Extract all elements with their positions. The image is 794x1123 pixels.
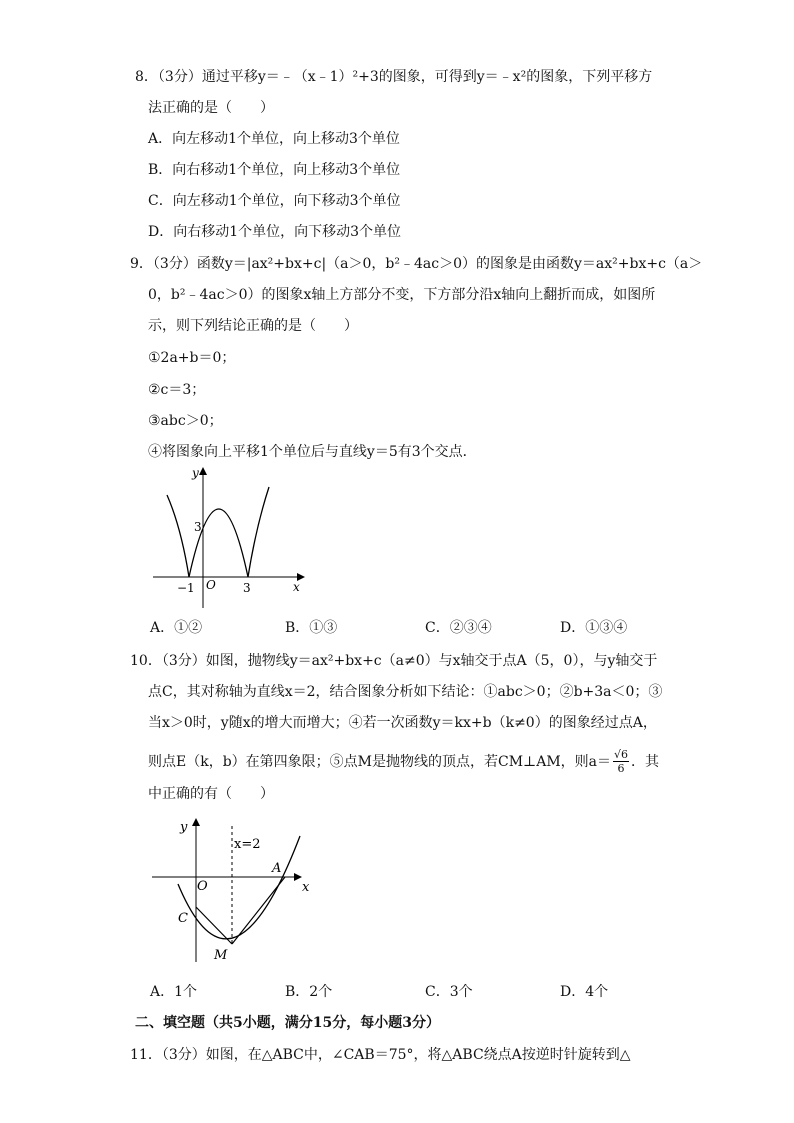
q9-origin-label: O [206, 578, 216, 592]
q10-fraction-denominator: 6 [617, 762, 625, 775]
q8-option-b: B．向右移动1个单位，向上移动3个单位 [148, 162, 401, 178]
q9-option-a: A．①② [150, 620, 203, 636]
q10-segment-am [232, 877, 285, 944]
q10-line4-text: 则点E（k，b）在第四象限；⑤点M是抛物线的顶点，若CM⊥AM，则a＝ [148, 753, 612, 770]
q10-option-a: A．1个 [150, 984, 198, 1000]
q10-option-d: D．4个 [560, 984, 609, 1000]
q10-symmetry-label: x=2 [234, 837, 261, 852]
q11-stem-line1: 11．（3分）如图，在△ABC中，∠CAB＝75°，将△ABC绕点A按逆时针旋转到△ [130, 1047, 631, 1063]
q9-stem-line1: 9．（3分）函数y＝|ax²+bx+c|（a＞0，b²﹣4ac＞0）的图象是由函数y＝ax²+bx+c（a＞ [130, 256, 703, 272]
section-heading-fill-blank: 二、填空题（共5小题，满分15分，每小题3分） [135, 1015, 440, 1031]
q10-y-label: y [180, 820, 188, 835]
q9-right-arm [248, 487, 269, 577]
q9-statement-2: ②c＝3； [148, 382, 206, 398]
q8-option-d: D．向右移动1个单位，向下移动3个单位 [148, 224, 402, 240]
q9-x-tick-3: 3 [243, 581, 251, 595]
q9-x-tick-neg1: −1 [177, 581, 195, 595]
q10-line4-tail: ．其 [631, 753, 660, 770]
q10-origin-label: O [197, 879, 208, 894]
q9-option-b: B．①③ [285, 620, 338, 636]
q10-option-b: B．2个 [285, 984, 333, 1000]
q9-graph [145, 465, 315, 610]
q10-fraction-numerator: √6 [614, 748, 629, 761]
q10-point-c-label: C [178, 911, 188, 926]
q9-stem-line2: 0，b²﹣4ac＞0）的图象x轴上方部分不变，下方部分沿x轴向上翻折而成，如图所 [148, 287, 656, 303]
q9-statement-4: ④将图象向上平移1个单位后与直线y＝5有3个交点． [148, 444, 477, 460]
q9-y-label: y [192, 466, 199, 480]
q10-graph [148, 814, 323, 964]
q9-x-label: x [293, 580, 300, 594]
q8-stem-line2: 法正确的是（ ） [148, 100, 274, 116]
q10-fraction [613, 748, 629, 775]
q10-stem-line3: 当x＞0时，y随x的增大而增大；④若一次函数y＝kx+b（k≠0）的图象经过点A， [148, 715, 657, 731]
q10-x-label: x [302, 880, 310, 895]
q9-option-c: C．②③④ [425, 620, 492, 636]
q9-stem-line3: 示，则下列结论正确的是（ ） [148, 318, 358, 334]
q8-stem-line1: 8．（3分）通过平移y＝﹣（x﹣1）²+3的图象，可得到y＝﹣x²的图象，下列平移方 [135, 69, 653, 85]
q10-stem-line4 [148, 748, 659, 775]
q9-y-arrow [199, 467, 207, 475]
q9-statement-1: ①2a+b＝0； [148, 350, 236, 366]
q10-y-arrow [192, 818, 200, 826]
q9-option-d: D．①③④ [560, 620, 628, 636]
q9-y-tick-3: 3 [194, 520, 202, 534]
q10-stem-line5: 中正确的有（ ） [148, 786, 274, 802]
q10-x-arrow [294, 873, 302, 881]
q8-option-a: A．向左移动1个单位，向上移动3个单位 [148, 131, 400, 147]
q8-option-c: C．向左移动1个单位，向下移动3个单位 [148, 193, 401, 209]
q10-point-m-label: M [214, 948, 228, 963]
q9-statement-3: ③abc＞0； [148, 413, 223, 429]
q10-stem-line1: 10．（3分）如图，抛物线y＝ax²+bx+c（a≠0）与x轴交于点A（5，0），与y轴交于 [130, 653, 658, 669]
q10-option-c: C．3个 [425, 984, 473, 1000]
q10-point-a-label: A [272, 861, 282, 876]
q9-left-arm [167, 495, 189, 577]
q10-stem-line2: 点C，其对称轴为直线x＝2，结合图象分析如下结论：①abc＞0；②b+3a＜0；③ [148, 684, 663, 700]
